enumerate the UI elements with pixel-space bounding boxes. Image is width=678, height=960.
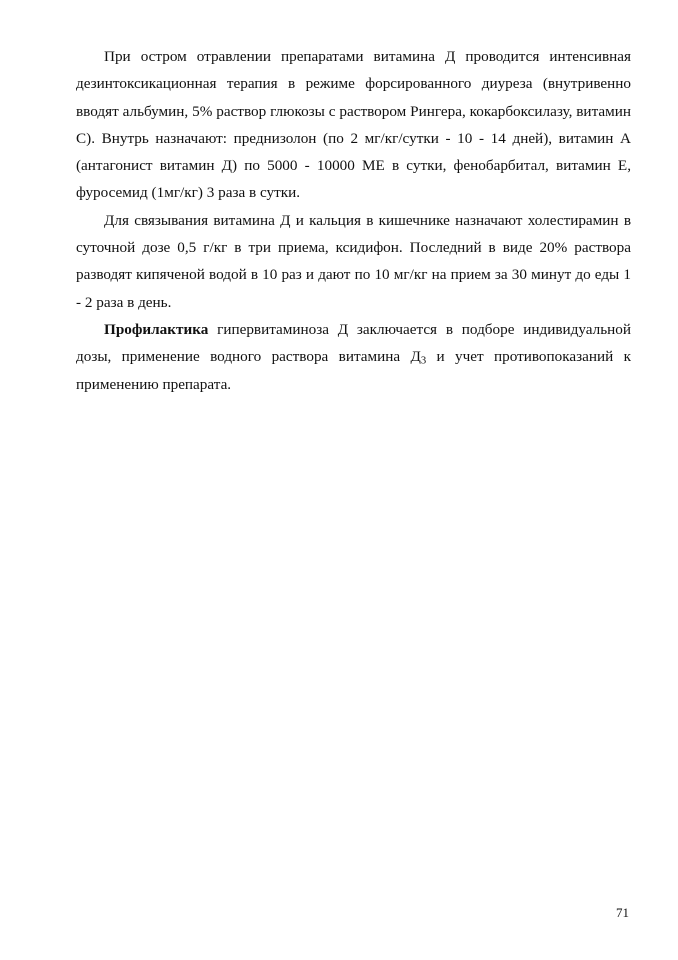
paragraph-prevention (76, 316, 631, 398)
page-body (76, 43, 631, 398)
prevention-text: гипервитаминоза Д заключается в подборе индивидуальной дозы, применение водного раствора витамина Д (76, 320, 631, 366)
prevention-text-end: и учет противопоказаний к применению препарата. (76, 348, 631, 393)
vitamin-subscript: 3 (420, 355, 427, 367)
prevention-heading: Профилактика (104, 320, 209, 338)
paragraph-binding: Для связывания витамина Д и кальция в кишечнике назначают холестирамин в суточной дозе 0,5 г/кг в три приема, ксидифон. Последний в виде 20% раствора разводят кипяченой водой в 10 раз и дают по 10 мг/кг на прием за 30 минут до еды 1 - 2 раза в день. (76, 211, 631, 311)
paragraph-treatment: При остром отравлении препаратами витамина Д проводится интенсивная дезинтоксикационная терапия в режиме форсированного диуреза (внутривенно вводят альбумин, 5% раствор глюкозы с раствором Рингера, кокарбоксилазу, витамин С). Внутрь назначают: преднизолон (по 2 мг/кг/сутки - 10 - 14 дней), витамин А (антагонист витамин Д) по 5000 - 10000 МЕ в сутки, фенобарбитал, витамин Е, фуросемид (1мг/кг) 3 раза в сутки. (76, 48, 631, 202)
page-number: 71 (616, 905, 629, 920)
